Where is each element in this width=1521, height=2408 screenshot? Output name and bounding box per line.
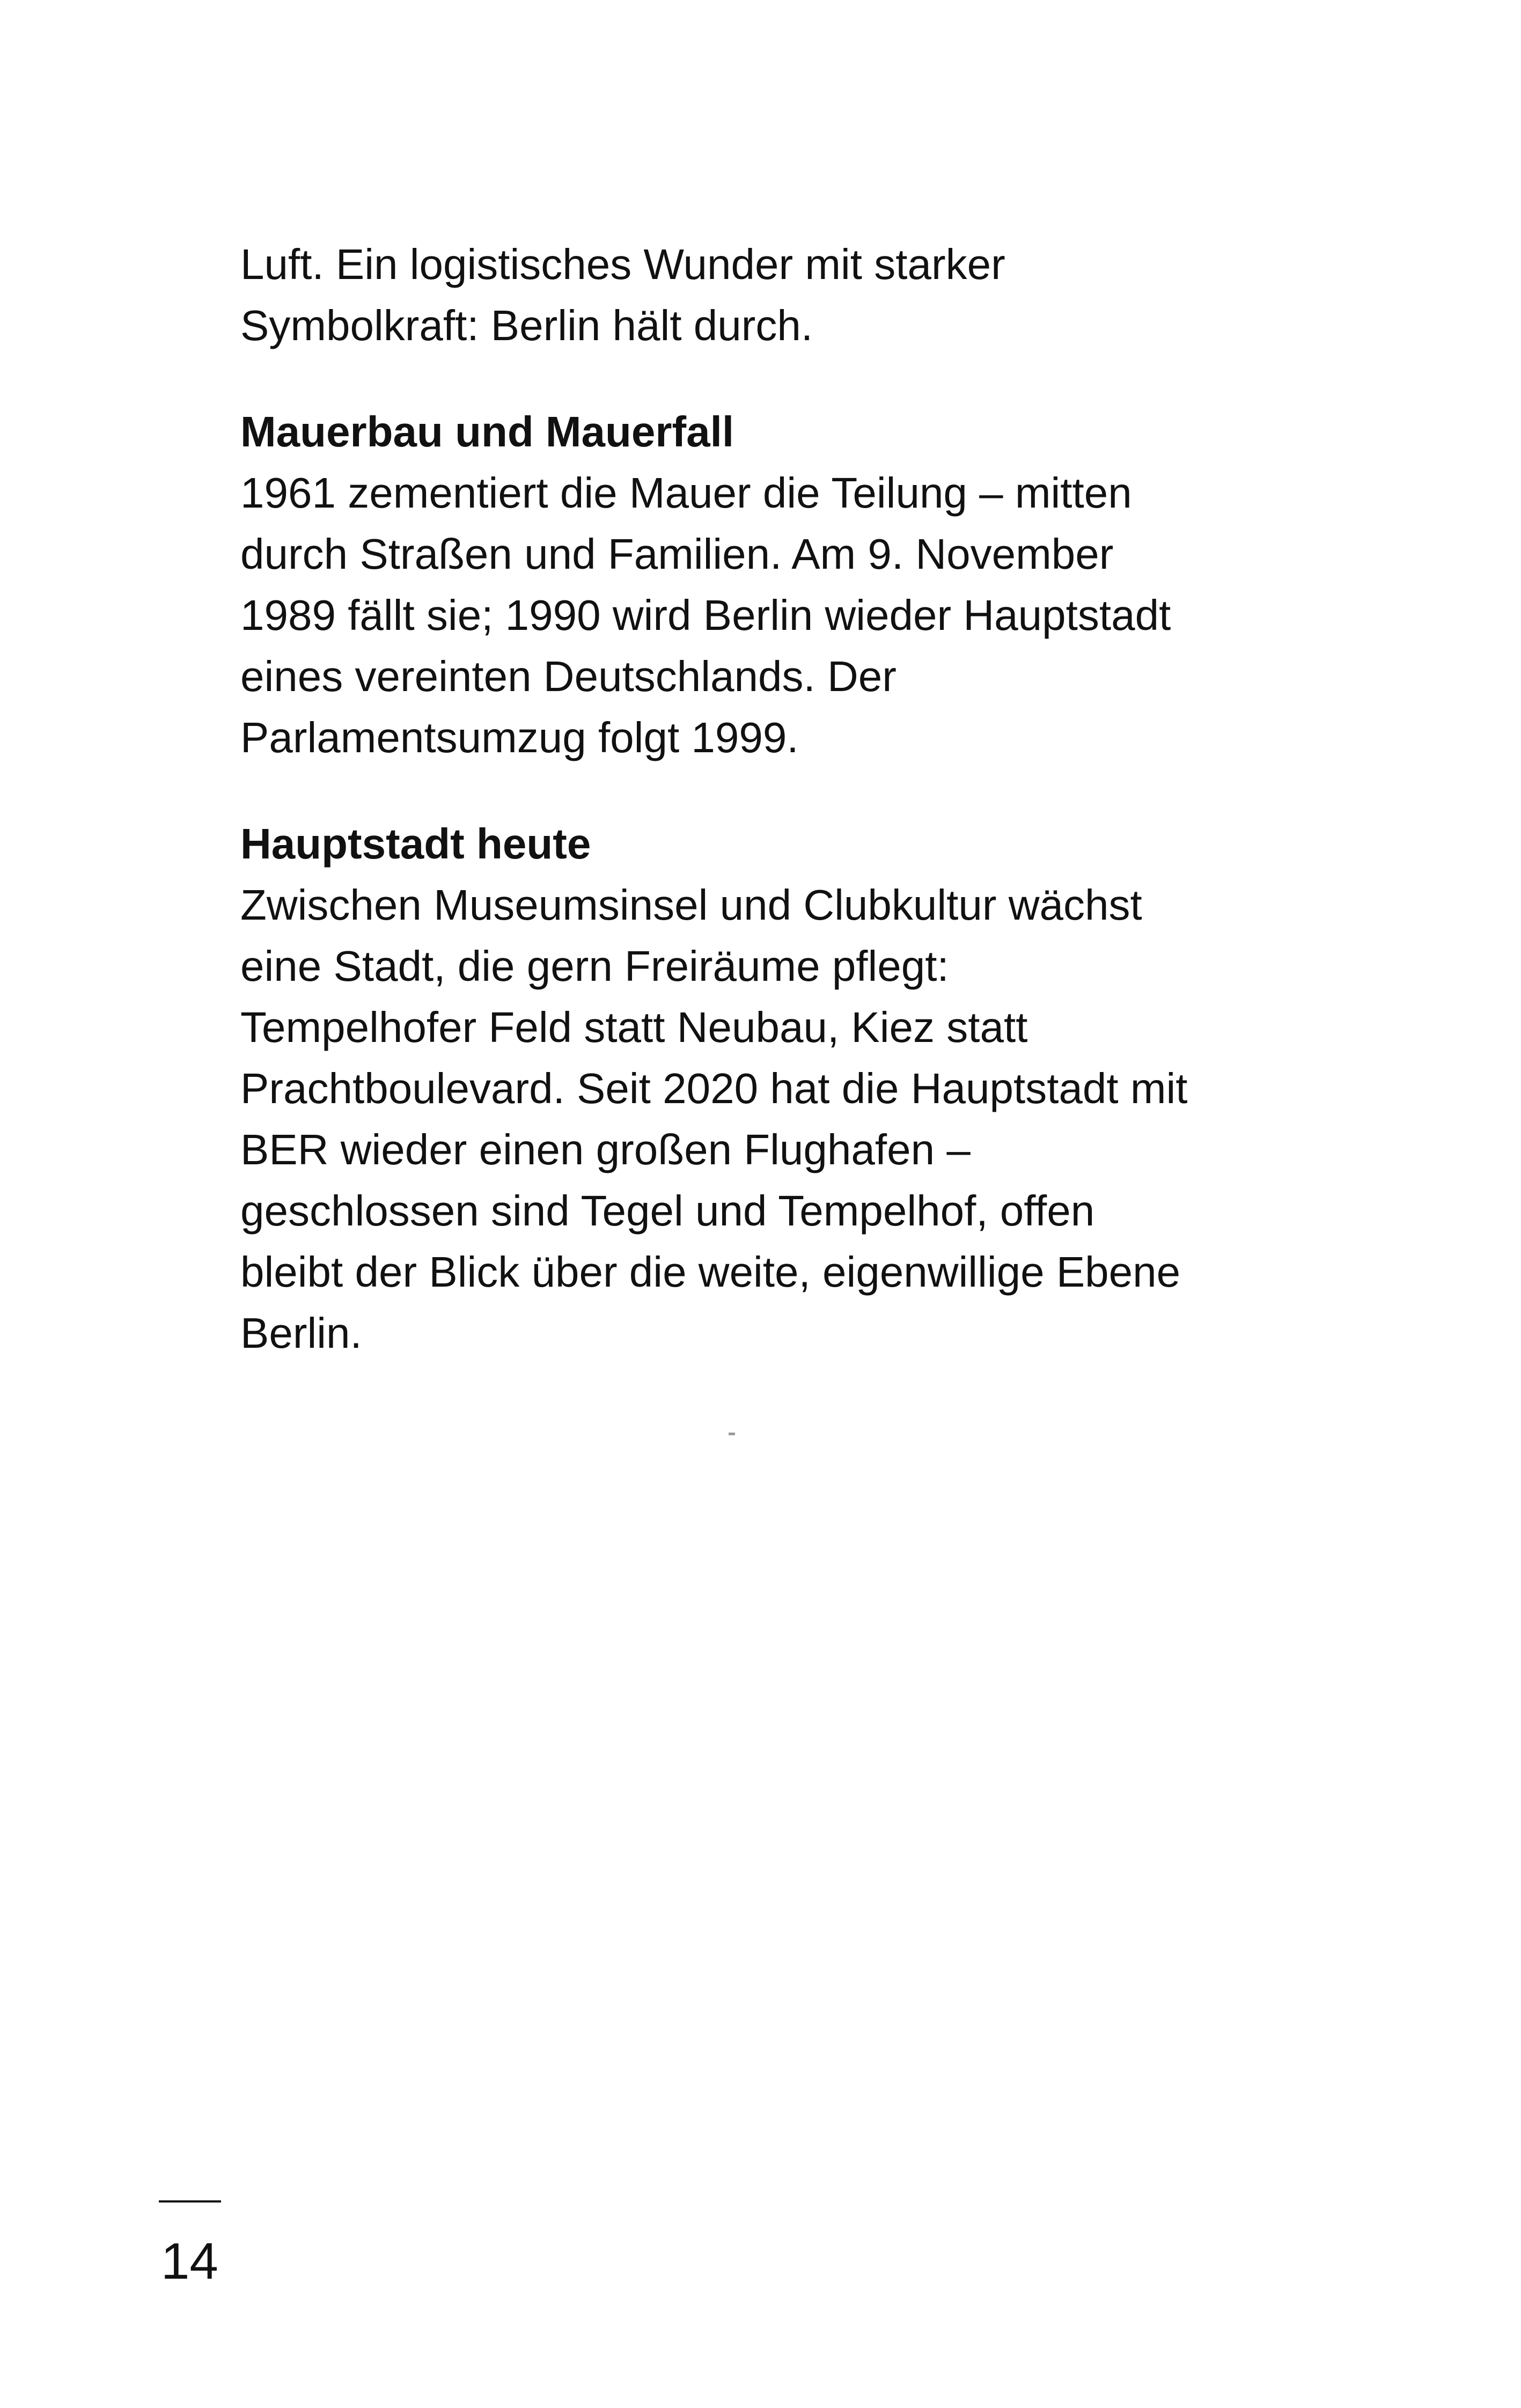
body-line: eines vereinten Deutschlands. Der [240, 652, 897, 700]
page-body [240, 234, 1292, 1364]
section-heading-hauptstadt: Hauptstadt heute [240, 820, 591, 868]
body-line: BER wieder einen großen Flughafen – [240, 1126, 971, 1173]
body-line: geschlossen sind Tegel und Tempelhof, offen [240, 1187, 1095, 1235]
footer-rule [159, 2200, 221, 2203]
body-line: 1961 zementiert die Mauer die Teilung – mitten [240, 469, 1132, 517]
body-line: durch Straßen und Familien. Am 9. November [240, 530, 1114, 578]
body-line: 1989 fällt sie; 1990 wird Berlin wieder Hauptstadt [240, 591, 1171, 639]
paragraph-gap [240, 768, 1292, 813]
body-line: Parlamentsumzug folgt 1999. [240, 714, 799, 761]
body-line: Berlin. [240, 1309, 362, 1357]
body-line: eine Stadt, die gern Freiräume pflegt: [240, 942, 949, 990]
page-number: 14 [161, 2233, 218, 2290]
body-line: Prachtboulevard. Seit 2020 hat die Hauptstadt mit [240, 1064, 1188, 1112]
section-heading-mauerbau: Mauerbau und Mauerfall [240, 408, 734, 456]
center-mark [729, 1433, 735, 1435]
paragraph-gap [240, 356, 1292, 401]
body-line: Symbolkraft: Berlin hält durch. [240, 302, 813, 349]
body-line: bleibt der Blick über die weite, eigenwillige Ebene [240, 1248, 1181, 1296]
body-line: Tempelhofer Feld statt Neubau, Kiez statt [240, 1003, 1028, 1051]
body-line: Zwischen Museumsinsel und Clubkultur wächst [240, 881, 1142, 929]
body-line: Luft. Ein logistisches Wunder mit starker [240, 240, 1005, 288]
